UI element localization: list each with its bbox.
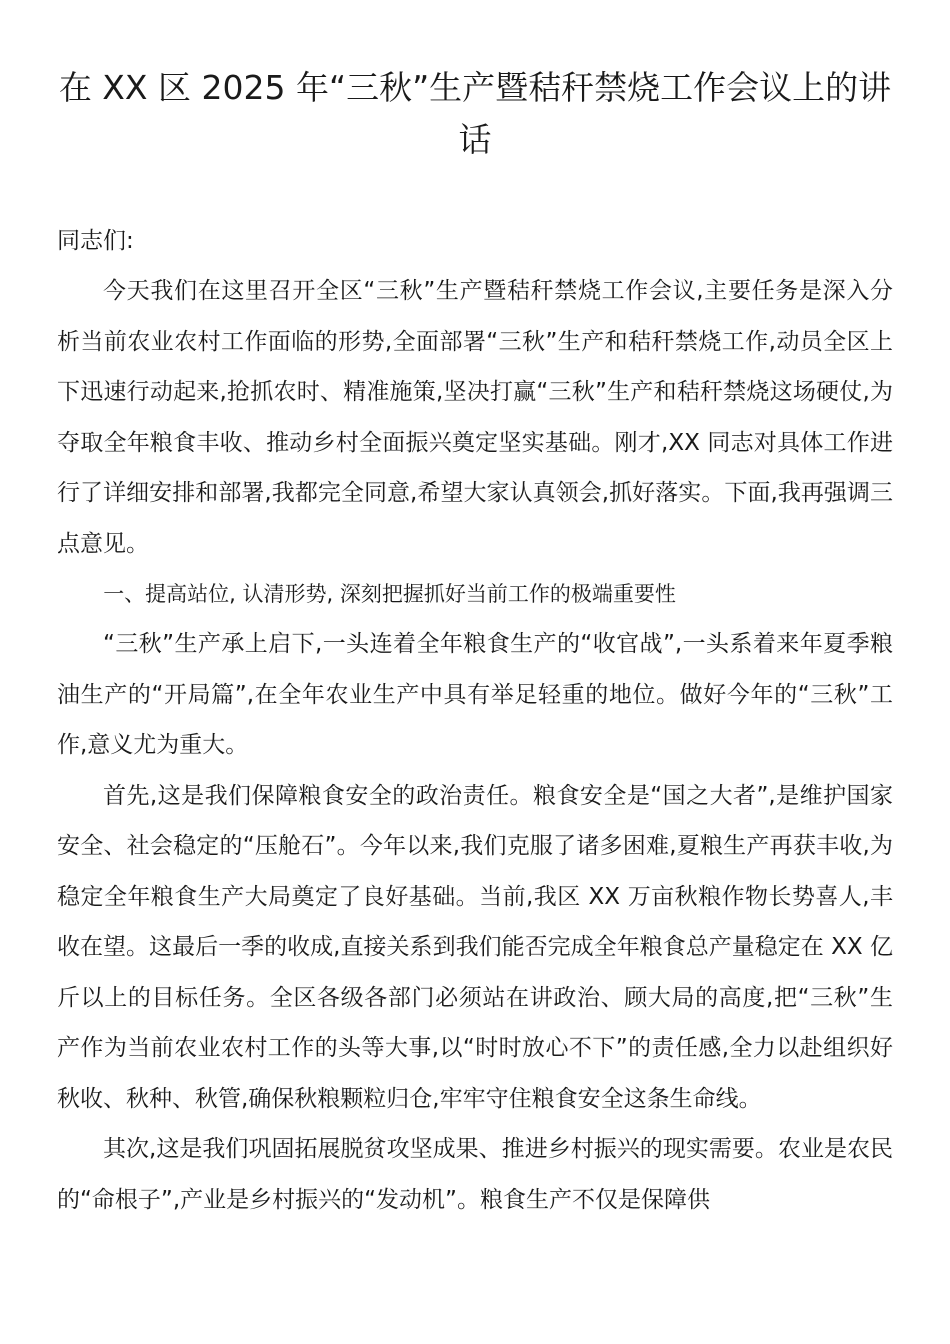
document-page <box>57 62 893 1225</box>
intro-paragraph: 今天我们在这里召开全区“三秋”生产暨秸秆禁烧工作会议,主要任务是深入分析当前农业农村工作面临的形势,全面部署“三秋”生产和秸秆禁烧工作,动员全区上下迅速行动起来,抢抓农时、精准施策,坚决打赢“三秋”生产和秸秆禁烧这场硬仗,为夺取全年粮食丰收、推动乡村全面振兴奠定坚实基础。刚才,XX 同志对具体工作进行了详细安排和部署,我都完全同意,希望大家认真领会,抓好落实。下面,我再强调三点意见。 <box>57 278 893 557</box>
section-heading: 一、提高站位, 认清形势, 深刻把握抓好当前工作的极端重要性 <box>103 582 676 606</box>
salutation: 同志们: <box>57 228 134 254</box>
section-paragraph: 其次,这是我们巩固拓展脱贫攻坚成果、推进乡村振兴的现实需要。农业是农民的“命根子”,产业是乡村振兴的“发动机”。粮食生产不仅是保障供 <box>57 1136 893 1213</box>
section-paragraph: “三秋”生产承上启下,一头连着全年粮食生产的“收官战”,一头系着来年夏季粮油生产的“开局篇”,在全年农业生产中具有举足轻重的地位。做好今年的“三秋”工作,意义尤为重大。 <box>57 631 893 758</box>
section-paragraph: 首先,这是我们保障粮食安全的政治责任。粮食安全是“国之大者”,是维护国家安全、社会稳定的“压舱石”。今年以来,我们克服了诸多困难,夏粮生产再获丰收,为稳定全年粮食生产大局奠定了良好基础。当前,我区 XX 万亩秋粮作物长势喜人,丰收在望。这最后一季的收成,直接关系到我们能否完成全年粮食总产量稳定在 XX 亿斤以上的目标任务。全区各级各部门必须站在讲政治、顾大局的高度,把“三秋”生产作为当前农业农村工作的头等大事,以“时时放心不下”的责任感,全力以赴组织好秋收、秋种、秋管,确保秋粮颗粒归仓,牢牢守住粮食安全这条生命线。 <box>57 782 893 1112</box>
document-title: 在 XX 区 2025 年“三秋”生产暨秸秆禁烧工作会议上的讲话 <box>58 68 892 159</box>
